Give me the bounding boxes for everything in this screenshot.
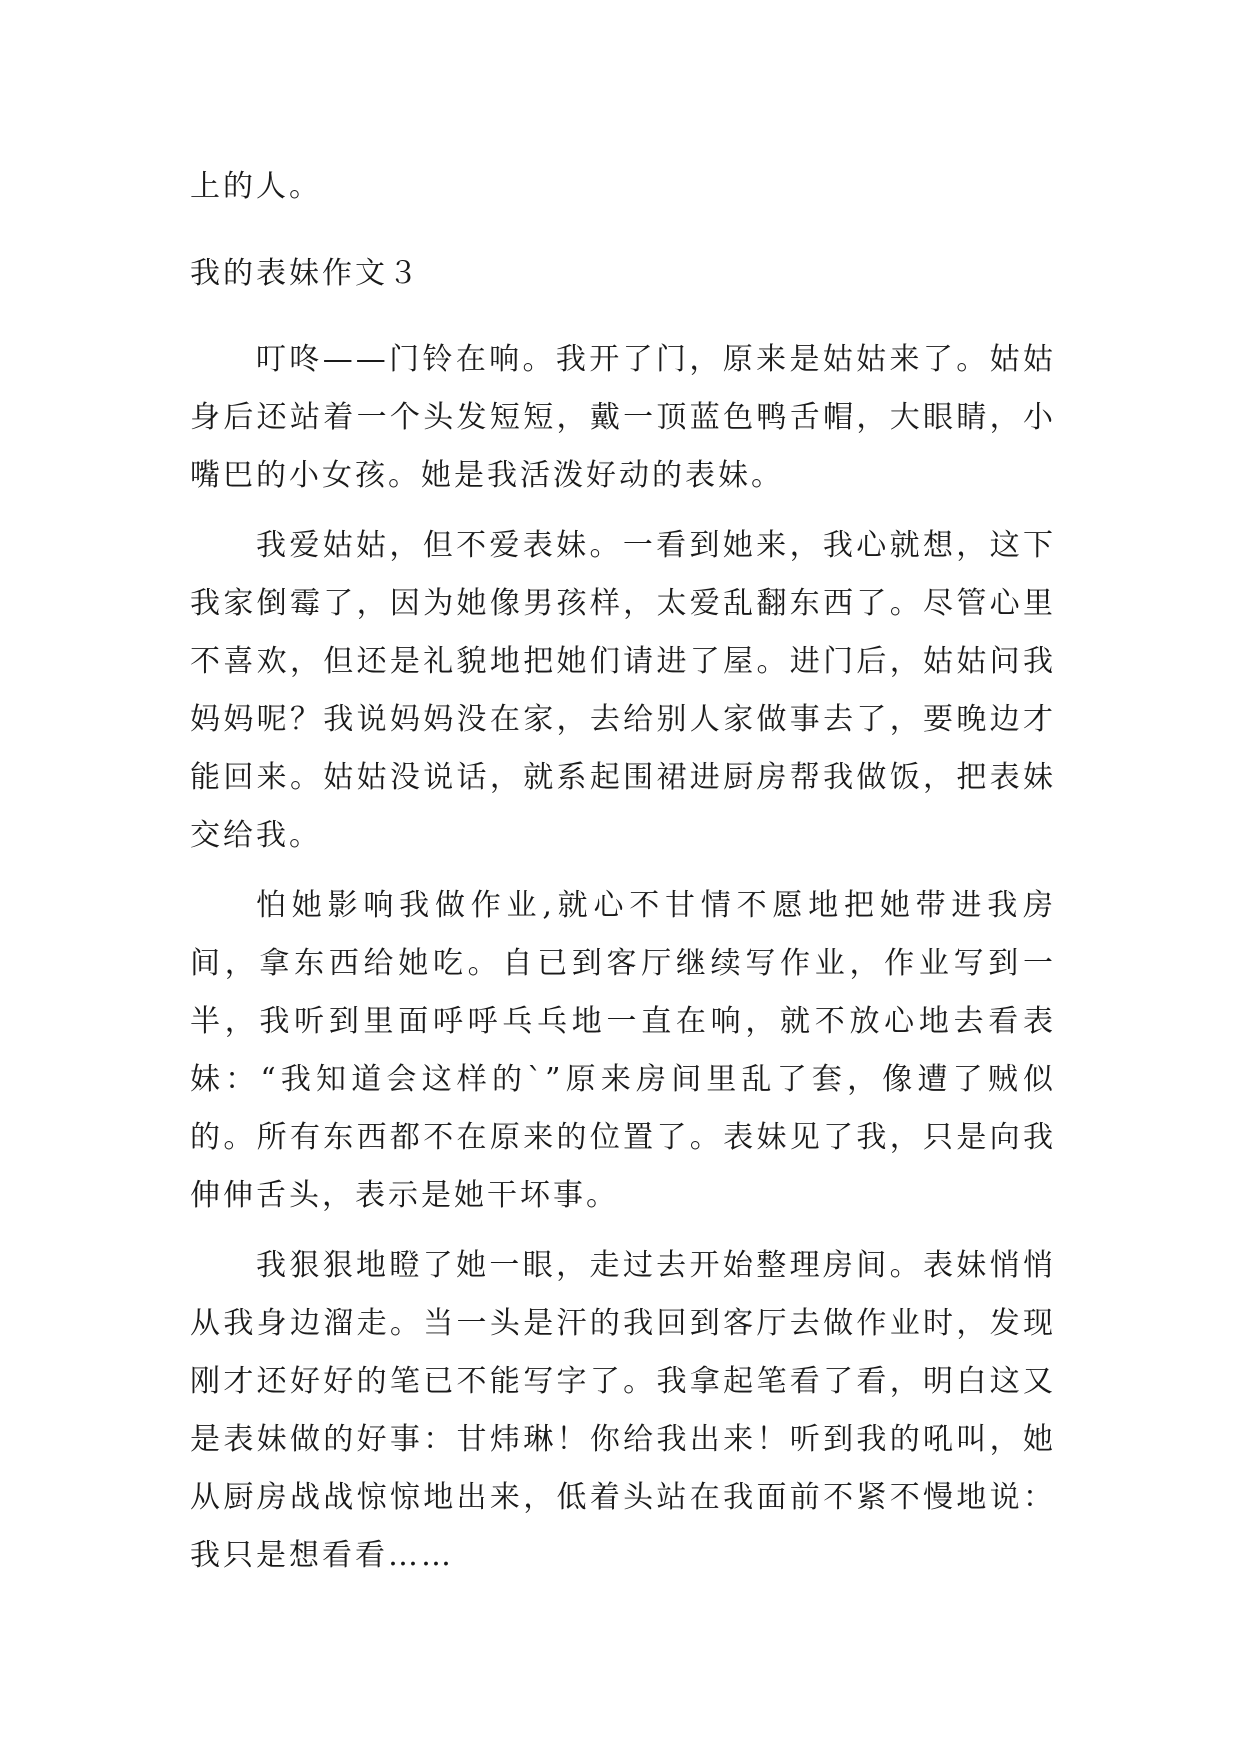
paragraph-3: 怕她影响我做作业,就心不甘情不愿地把她带进我房间，拿东西给她吃。自已到客厅继续写作业，作业写到一半，我听到里面呼呼乓乓地一直在响，就不放心地去看表妹：“我知道会这样的`”原来房间里乱了套，像遭了贼似的。所有东西都不在原来的位置了。表妹见了我，只是向我伸伸舌头，表示是她干坏事。 (190, 888, 1056, 1213)
paragraph-1: 叮咚——门铃在响。我开了门，原来是姑姑来了。姑姑身后还站着一个头发短短，戴一顶蓝色鸭舌帽，大眼睛，小嘴巴的小女孩。她是我活泼好动的表妹。 (190, 342, 1056, 493)
article-body (190, 331, 1056, 1585)
paragraph-2: 我爱姑姑，但不爱表妹。一看到她来，我心就想，这下我家倒霉了，因为她像男孩样，太爱乱翻东西了。尽管心里不喜欢，但还是礼貌地把她们请进了屋。进门后，姑姑问我妈妈呢？我说妈妈没在家，去给别人家做事去了，要晚边才能回来。姑姑没说话，就系起围裙进厨房帮我做饭，把表妹交给我。 (190, 528, 1056, 853)
article-title: 我的表妹作文３ (190, 256, 421, 291)
paragraph-4: 我狠狠地瞪了她一眼，走过去开始整理房间。表妹悄悄从我身边溜走。当一头是汗的我回到客厅去做作业时，发现刚才还好好的笔已不能写字了。我拿起笔看了看，明白这又是表妹做的好事：甘炜琳！你给我出来！听到我的吼叫，她从厨房战战惊惊地出来，低着头站在我面前不紧不慢地说：我只是想看看…… (190, 1248, 1056, 1573)
continuation-text: 上的人。 (190, 169, 322, 204)
